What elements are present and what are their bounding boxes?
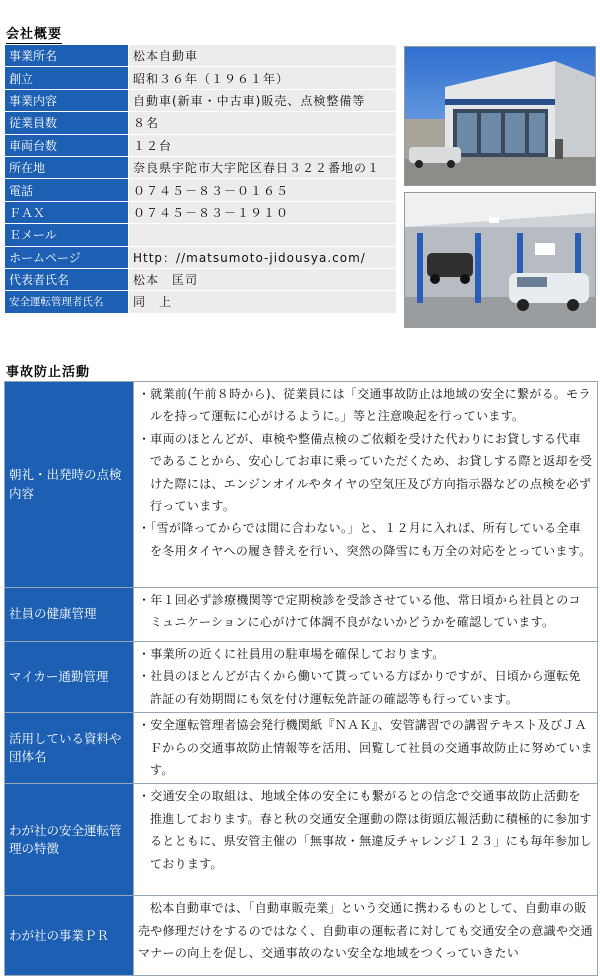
safety-row-label: 朝礼・出発時の点検内容 bbox=[5, 382, 134, 588]
overview-value: 自動車(新車・中古車)販売、点検整備等 bbox=[129, 89, 397, 111]
safety-row-body bbox=[134, 713, 598, 784]
safety-item-text: ・就業前(午前８時から)、従業員には「交通事故防止は地域の安全に繋がる。モラルを持って運転に心がけるように。」等と注意喚起を行っています。 bbox=[138, 387, 591, 424]
overview-row bbox=[5, 224, 397, 246]
overview-value: ０７４５－８３－０１６５ bbox=[129, 179, 397, 201]
safety-item-text: ・安全運転管理者協会発行機関紙『ＮＡＫ』、安管講習での講習テキスト及びＪＡＦからの交通事故防止情報等を活用、回覧して社員の交通事故防止に努めています。 bbox=[138, 718, 593, 778]
safety-row-label: 社員の健康管理 bbox=[5, 588, 134, 642]
overview-value: 松本自動車 bbox=[129, 45, 397, 67]
safety-row-body bbox=[134, 642, 598, 713]
safety-item-text: ・車両のほとんどが、車検や整備点検のご依頼を受けた代わりにお貸しする代車であることから、安心してお車に乗っていただくため、お貸しする際と返却を受けた際には、エンジンオイルやタイヤの空気圧及び方向指示器などの点検を必ず行っています。 bbox=[138, 431, 593, 514]
safety-row-label: わが社の事業ＰＲ bbox=[5, 896, 134, 976]
safety-item-text: ・社員のほとんどが古くから働いて貰っている方ばかりですが、日頃から運転免許証の有効期間にも気を付け運転免許証の確認等も行っています。 bbox=[138, 669, 581, 706]
safety-row bbox=[5, 896, 598, 976]
overview-label: 車両台数 bbox=[5, 134, 129, 156]
safety-item-text: ・年１回必ず診療機関等で定期検診を受診させている他、常日頃から社員とのコミュニケーションに心がけて体調不良がないかどうかを確認しています。 bbox=[138, 593, 581, 630]
dealership-building-photo bbox=[404, 46, 596, 186]
overview-row bbox=[5, 67, 397, 89]
overview-row bbox=[5, 179, 397, 201]
overview-label: ホームページ bbox=[5, 246, 129, 268]
overview-value bbox=[129, 224, 397, 246]
safety-row bbox=[5, 382, 598, 588]
overview-value: ０７４５－８３－１９１０ bbox=[129, 201, 397, 223]
safety-item-text: ・交通安全の取組は、地域全体の安全にも繋がるとの信念で交通事故防止活動を推進しております。春と秋の交通安全運動の際は街頭広報活動に積極的に参加するとともに、県安管主催の「無事故・無違反チャレンジ１２３」にも毎年参加しております。 bbox=[138, 789, 592, 871]
safety-row bbox=[5, 588, 598, 642]
overview-label: 電話 bbox=[5, 179, 129, 201]
overview-value: 同 上 bbox=[129, 291, 397, 313]
safety-row-body bbox=[134, 896, 598, 976]
maintenance-garage-photo bbox=[404, 192, 596, 328]
safety-row-body bbox=[134, 382, 598, 588]
overview-label: 事業所名 bbox=[5, 45, 129, 67]
safety-row bbox=[5, 784, 598, 896]
safety-item-text: 松本自動車では、「自動車販売業」という交通に携わるものとして、自動車の販売や修理だけをするのではなく、自動車の運転者に対しても交通安全の意識や交通マナーの向上を促し、交通事故のない安全な地域をつくっていきたい bbox=[138, 901, 593, 961]
overview-row bbox=[5, 201, 397, 223]
overview-label: 創立 bbox=[5, 67, 129, 89]
overview-value: Http：//matsumoto-jidousya.com/ bbox=[129, 246, 397, 268]
safety-row-body bbox=[134, 784, 598, 896]
overview-label: 事業内容 bbox=[5, 89, 129, 111]
overview-row bbox=[5, 291, 397, 313]
safety-item-text: ・事業所の近くに社員用の駐車場を確保しております。 bbox=[138, 647, 445, 661]
overview-row bbox=[5, 134, 397, 156]
overview-value: ８名 bbox=[129, 112, 397, 134]
safety-row bbox=[5, 713, 598, 784]
overview-label: 所在地 bbox=[5, 156, 129, 178]
overview-value: 奈良県宇陀市大宇陀区春日３２２番地の１ bbox=[129, 156, 397, 178]
overview-row bbox=[5, 246, 397, 268]
overview-label: 代表者氏名 bbox=[5, 268, 129, 290]
safety-heading: 事故防止活動 bbox=[6, 361, 90, 380]
safety-row-label: わが社の安全運転管理の特徴 bbox=[5, 784, 134, 896]
overview-label: ＦＡＸ bbox=[5, 201, 129, 223]
safety-row bbox=[5, 642, 598, 713]
overview-row bbox=[5, 45, 397, 67]
company-overview-table bbox=[4, 44, 397, 314]
overview-value: １２台 bbox=[129, 134, 397, 156]
safety-row-body bbox=[134, 588, 598, 642]
overview-row bbox=[5, 89, 397, 111]
overview-label: Ｅメール bbox=[5, 224, 129, 246]
overview-label: 従業員数 bbox=[5, 112, 129, 134]
safety-item-text: ・「雪が降ってからでは間に合わない。」と、１２月に入れば、所有している全車を冬用タイヤへの履き替えを行い、突然の降雪にも万全の対応をとっています。 bbox=[138, 521, 592, 558]
overview-value: 松本 匡司 bbox=[129, 268, 397, 290]
overview-row bbox=[5, 112, 397, 134]
overview-row bbox=[5, 156, 397, 178]
safety-row-label: マイカー通勤管理 bbox=[5, 642, 134, 713]
overview-heading: 会社概要 bbox=[6, 23, 62, 42]
overview-row bbox=[5, 268, 397, 290]
safety-row-label: 活用している資料や団体名 bbox=[5, 713, 134, 784]
accident-prevention-table bbox=[4, 381, 598, 976]
overview-value: 昭和３６年（１９６１年） bbox=[129, 67, 397, 89]
overview-label: 安全運転管理者氏名 bbox=[5, 291, 129, 313]
